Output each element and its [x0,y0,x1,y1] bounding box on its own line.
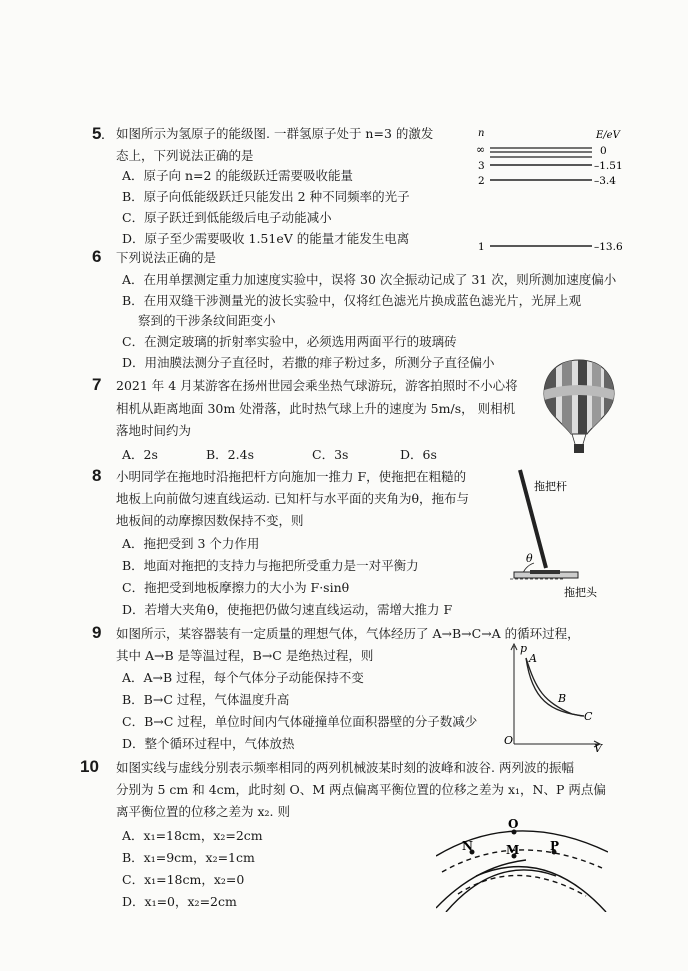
q5-option-b: B．原子向低能级跃迁只能发出 2 种不同频率的光子 [122,189,410,204]
q6-option-b-line1: B．在用双缝干涉测量光的波长实验中，仅将红色滤光片换成蓝色滤光片，光屏上观 [122,293,582,308]
q10-option-b: B．x₁=9cm，x₂=1cm [122,850,255,865]
q7-option-c: C．3s [312,447,349,462]
mop-rod-label: 拖把杆 [534,480,567,493]
q10-stem-line1: 如图实线与虚线分别表示频率相同的两列机械波某时刻的波峰和波谷. 两列波的振幅 [116,760,574,775]
p-axis-label: p [520,642,528,655]
pv-diagram [500,640,610,752]
energy-level-diagram [470,126,650,262]
q7-stem-line3: 落地时间约为 [116,423,192,438]
q9-stem-line1: 如图所示，某容器装有一定质量的理想气体，气体经历了 A→B→C→A 的循环过程， [116,626,580,641]
q9-number: 9 [92,623,102,642]
q8-option-a: A．拖把受到 3 个力作用 [122,536,260,551]
q10-stem-line2: 分别为 5 cm 和 4cm，此时刻 O、M 两点偏离平衡位置的位移之差为 x₁，N、P 两点偏 [116,782,606,797]
q8-stem-line1: 小明同学在拖地时沿拖把杆方向施加一推力 F，使拖把在粗糙的 [116,469,467,484]
level-n-infinity: ∞ [476,143,486,156]
level-n-3: 3 [478,160,485,172]
q5-option-a: A．原子向 n=2 的能级跃迁需要吸收能量 [122,168,353,183]
curve-ca [526,658,584,716]
q7-stem-line2: 相机从距离地面 30m 处滑落，此时热气球上升的速度为 5m/s， 则相机 [116,401,516,416]
level-e-infinity: 0 [600,145,607,157]
mop-head-label: 拖把头 [564,586,597,599]
point-p-label: P [550,839,560,853]
origin-label: O [504,734,514,747]
q9-stem-line2: 其中 A→B 是等温过程，B→C 是绝热过程，则 [116,648,374,663]
q7-option-d: D．6s [400,447,437,462]
q5-option-d: D．原子至少需要吸收 1.51eV 的能量才能发生电离 [122,231,410,246]
q6-number: 6 [92,247,102,266]
level-n-1: 1 [478,241,485,253]
q10-number: 10 [80,757,99,776]
q6-option-a: A．在用单摆测定重力加速度实验中，误将 30 次全振动记成了 31 次，则所测加速度偏小 [122,272,617,287]
angle-theta-label: θ [526,552,533,565]
energy-axis-label: E/eV [596,130,620,141]
q8-option-b: B．地面对拖把的支持力与拖把所受重力是一对平衡力 [122,558,419,573]
q7-stem-line1: 2021 年 4 月某游客在扬州世园会乘坐热气球游玩，游客拍照时不小心将 [116,378,518,393]
q10-option-a: A．x₁=18cm，x₂=2cm [122,828,263,843]
q9-option-b: B．B→C 过程，气体温度升高 [122,692,290,707]
q8-stem-line3: 地板间的动摩擦因数保持不变，则 [116,513,304,528]
point-n-label: N [462,839,473,853]
q5-number: 5. [92,124,105,143]
point-c-label: C [584,710,593,723]
q5-option-c: C．原子跃迁到低能级后电子动能减小 [122,210,332,225]
q7-number: 7 [92,375,102,394]
q9-option-d: D．整个循环过程中，气体放热 [122,736,295,751]
q7-option-a: A．2s [122,447,158,462]
q5-stem-line2: 态上，下列说法正确的是 [116,148,254,163]
hot-air-balloon-picture [540,356,618,456]
q8-option-d: D．若增大夹角θ，使拖把仍做匀速直线运动，需增大推力 F [122,602,453,617]
q8-stem-line2: 地板上向前做匀速直线运动. 已知杆与水平面的夹角为θ，拖布与 [116,491,469,506]
q10-option-c: C．x₁=18cm，x₂=0 [122,872,245,887]
mop-diagram [500,466,630,622]
point-b-label: B [558,692,567,705]
point-a-label: A [529,652,537,665]
point-m-label: M [506,843,520,857]
q6-stem: 下列说法正确的是 [116,250,217,265]
n-axis-label: n [478,128,485,139]
q10-stem-line3: 离平衡位置的位移之差为 x₂. 则 [116,804,290,819]
level-e-3: –1.51 [594,160,623,172]
q9-option-a: A．A→B 过程，每个气体分子动能保持不变 [122,670,364,685]
q7-option-b: B．2.4s [206,447,254,462]
dashed-trough-2 [458,875,586,896]
level-n-2: 2 [478,175,485,187]
q8-number: 8 [92,466,102,485]
q9-option-c: C．B→C 过程，单位时间内气体碰撞单位面积器壁的分子数减少 [122,714,478,729]
q8-option-c: C．拖把受到地板摩擦力的大小为 F·sinθ [122,580,350,595]
q6-option-b-line2: 察到的干涉条纹间距变小 [138,313,276,328]
q6-option-d: D．用油膜法测分子直径时，若撒的痱子粉过多，所测分子直径偏小 [122,355,495,370]
level-e-1: –13.6 [594,241,623,253]
solid-crest-3 [476,867,606,912]
v-axis-label: V [594,742,602,752]
q5-stem-line1: 如图所示为氢原子的能级图. 一群氢原子处于 n=3 的激发 [116,126,434,141]
point-o-label: O [508,817,519,831]
wave-interference-diagram [436,816,608,912]
q6-option-c: C．在测定玻璃的折射率实验中，必须选用两面平行的玻璃砖 [122,334,457,349]
level-e-2: –3.4 [594,175,616,187]
q10-option-d: D．x₁=0，x₂=2cm [122,894,237,909]
